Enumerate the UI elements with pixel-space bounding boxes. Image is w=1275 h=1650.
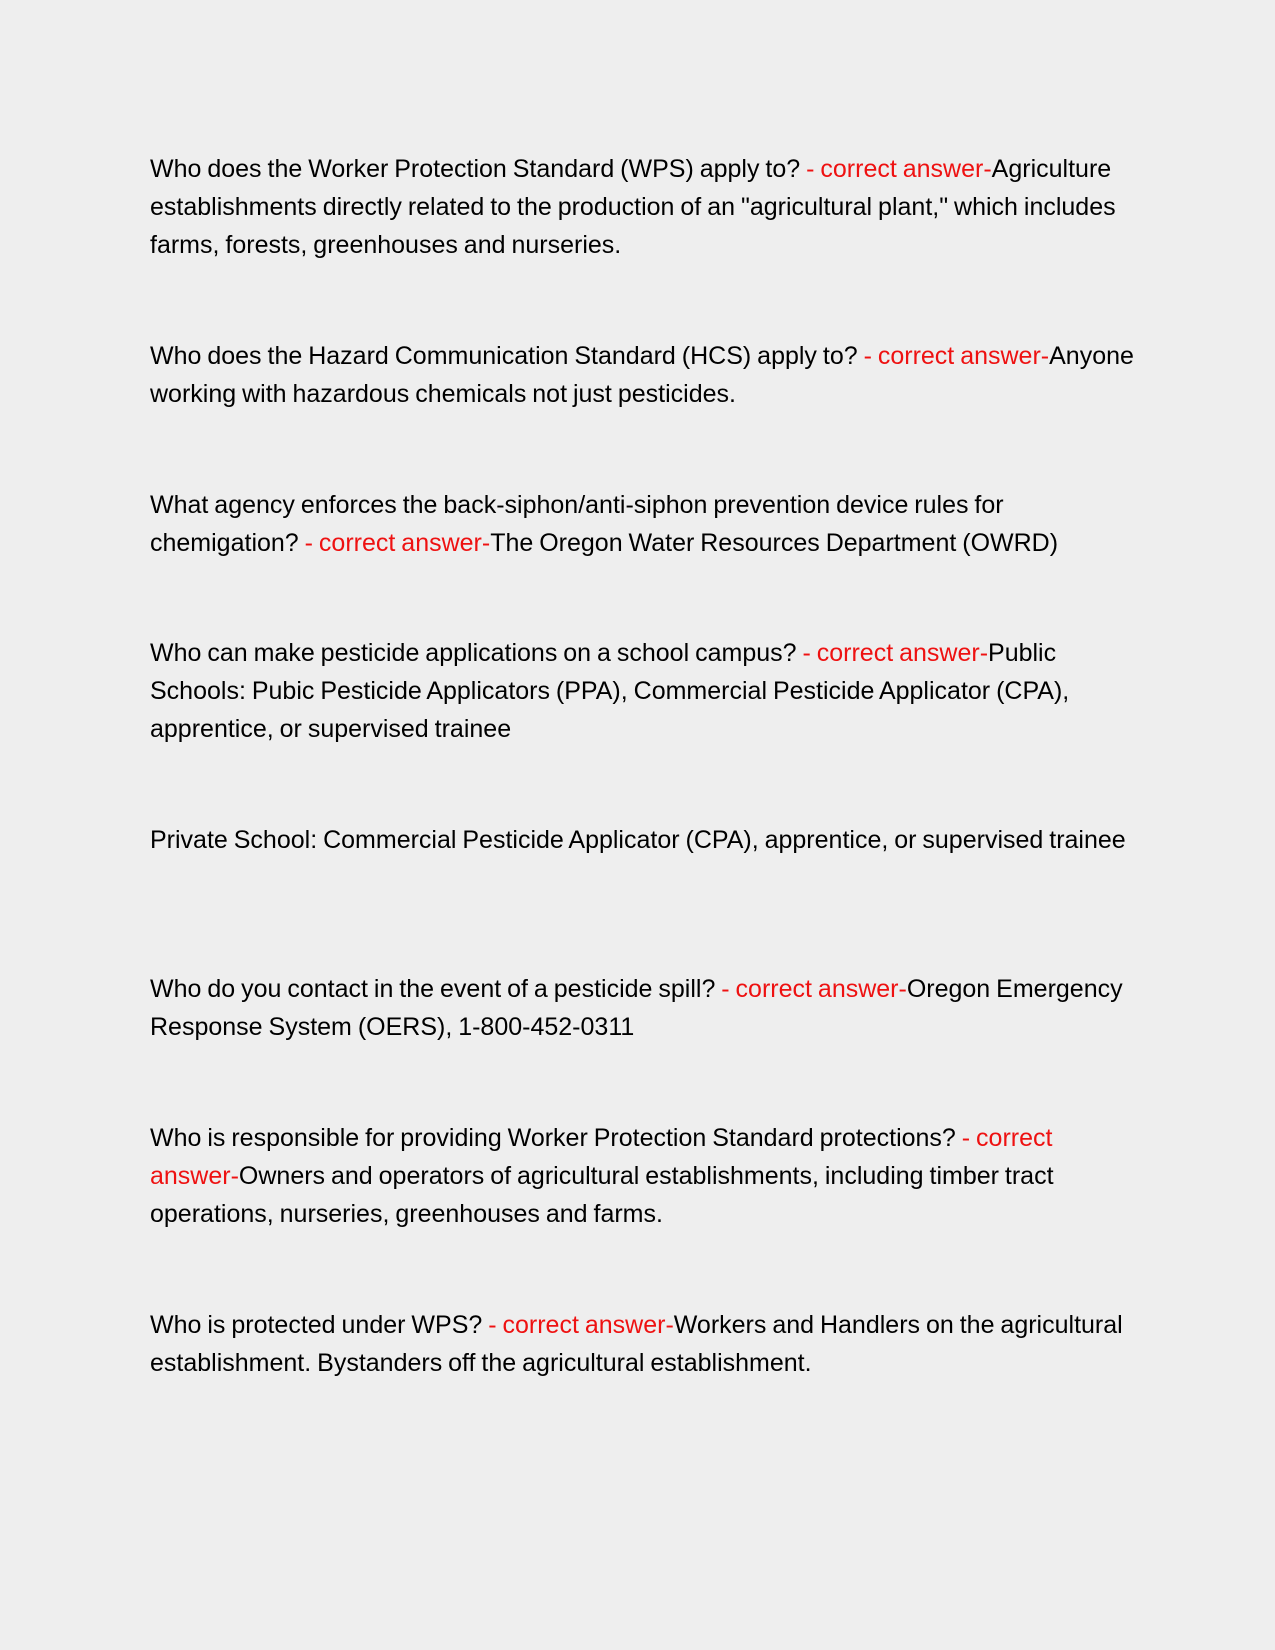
answer-text: Anyone working with hazardous chemicals not just pesticides. [150,342,1134,408]
qa-item-wps-applies [150,150,1135,264]
answer-separator: - correct answer- [482,1311,674,1339]
answer-text: Owners and operators of agricultural establishments, including timber tract operations, nurseries, greenhouses and farms. [150,1162,1054,1228]
qa-item-wps-protected [150,1306,1135,1382]
answer-text: Private School: Commercial Pesticide Applicator (CPA), apprentice, or supervised trainee [150,826,1126,854]
answer-text: Oregon Emergency Response System (OERS), 1-800-452-0311 [150,975,1123,1041]
question-text: Who do you contact in the event of a pesticide spill? [150,975,716,1003]
question-text: Who does the Worker Protection Standard (WPS) apply to? [150,155,801,183]
qa-item-spill-contact [150,970,1135,1046]
qa-item-hcs-applies [150,337,1135,413]
document-page [150,0,1135,1650]
question-text: Who can make pesticide applications on a school campus? [150,639,797,667]
answer-text: Workers and Handlers on the agricultural establishment. Bystanders off the agricultural establishment. [150,1311,1123,1377]
question-text: What agency enforces the back-siphon/anti-siphon prevention device rules for chemigation? [150,491,1004,557]
question-text: Who is protected under WPS? [150,1311,483,1339]
qa-item-wps-responsibility [150,1119,1135,1233]
answer-separator: - correct answer- [715,975,907,1003]
qa-item-private-school [150,821,1135,859]
answer-separator: - correct answer- [800,155,992,183]
answer-separator: - correct answer- [857,342,1050,370]
answer-text: Agriculture establishments directly related to the production of an "agricultural plant," which includes farms, forests, greenhouses and nurseries. [150,155,1116,259]
answer-separator: - correct answer- [796,639,989,667]
question-text: Who does the Hazard Communication Standard (HCS) apply to? [150,342,858,370]
qa-item-anti-siphon-agency [150,486,1135,562]
answer-text: Public Schools: Pubic Pesticide Applicators (PPA), Commercial Pesticide Applicator (CPA), apprentice, or supervised trainee [150,639,1070,743]
answer-separator: - correct answer- [298,529,491,557]
question-text: Who is responsible for providing Worker Protection Standard protections? [150,1124,956,1152]
qa-item-school-applications [150,634,1135,748]
answer-text: The Oregon Water Resources Department (OWRD) [490,529,1059,557]
answer-separator: - correct answer- [150,1124,1053,1190]
